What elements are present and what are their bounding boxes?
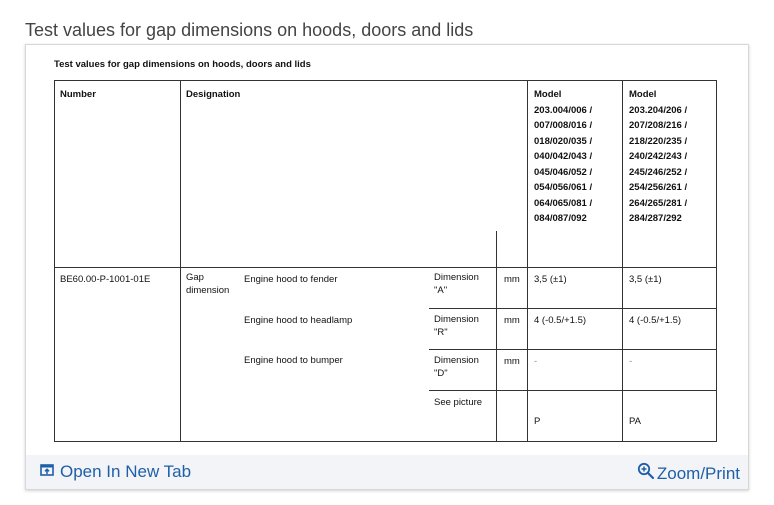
document-title: Test values for gap dimensions on hoods, doors and lids (54, 59, 311, 70)
row-unit: mm (504, 356, 520, 367)
row-model-a-value: 4 (-0.5/+1.5) (534, 315, 587, 326)
row-item: Engine hood to fender (244, 274, 338, 285)
zoom-print-link[interactable] (637, 462, 740, 485)
header-model-a: Model 203.004/006 / 007/008/016 / 018/020/035 / 040/042/043 / 045/046/052 / 054/056/061 / 064/065/081 / 084/087/092 (534, 89, 593, 224)
row-model-b-value: 3,5 (±1) (629, 274, 662, 285)
open-new-tab-icon (40, 462, 54, 482)
row-model-a-value: P (534, 416, 541, 427)
row-unit: mm (504, 315, 520, 326)
row-model-a-value: 3,5 (±1) (534, 274, 567, 285)
row-model-b-value: 4 (-0.5/+1.5) (629, 315, 682, 326)
header-number: Number (60, 89, 96, 100)
row-unit: mm (504, 274, 520, 285)
header-model-b: Model 203.204/206 / 207/208/216 / 218/220/235 / 240/242/243 / 245/246/252 / 254/256/261 / 264/265/281 / 284/287/292 (629, 89, 688, 224)
row-dimension: Dimension "D" (434, 355, 479, 379)
row-model-b-value: PA (629, 416, 641, 427)
row-item: Engine hood to headlamp (244, 315, 353, 326)
page-heading: Test values for gap dimensions on hoods, doors and lids (25, 20, 474, 40)
cell-number: BE60.00-P-1001-01E (60, 274, 151, 285)
cell-group: Gap dimension (186, 272, 230, 296)
open-new-tab-link[interactable] (40, 462, 191, 482)
header-designation: Designation (186, 89, 241, 100)
row-dimension: Dimension "R" (434, 314, 479, 338)
row-model-b-value: - (629, 356, 633, 367)
row-dimension: See picture (434, 397, 483, 408)
row-item: Engine hood to bumper (244, 355, 343, 366)
open-new-tab-label: Open In New Tab (60, 462, 192, 481)
row-model-a-value: - (534, 356, 538, 367)
viewer-footer (26, 455, 748, 489)
test-values-table (54, 80, 717, 442)
row-dimension: Dimension "A" (434, 272, 479, 296)
document-viewer (25, 44, 749, 490)
magnifier-zoom-icon (637, 462, 655, 485)
zoom-print-label: Zoom/Print (656, 463, 740, 483)
